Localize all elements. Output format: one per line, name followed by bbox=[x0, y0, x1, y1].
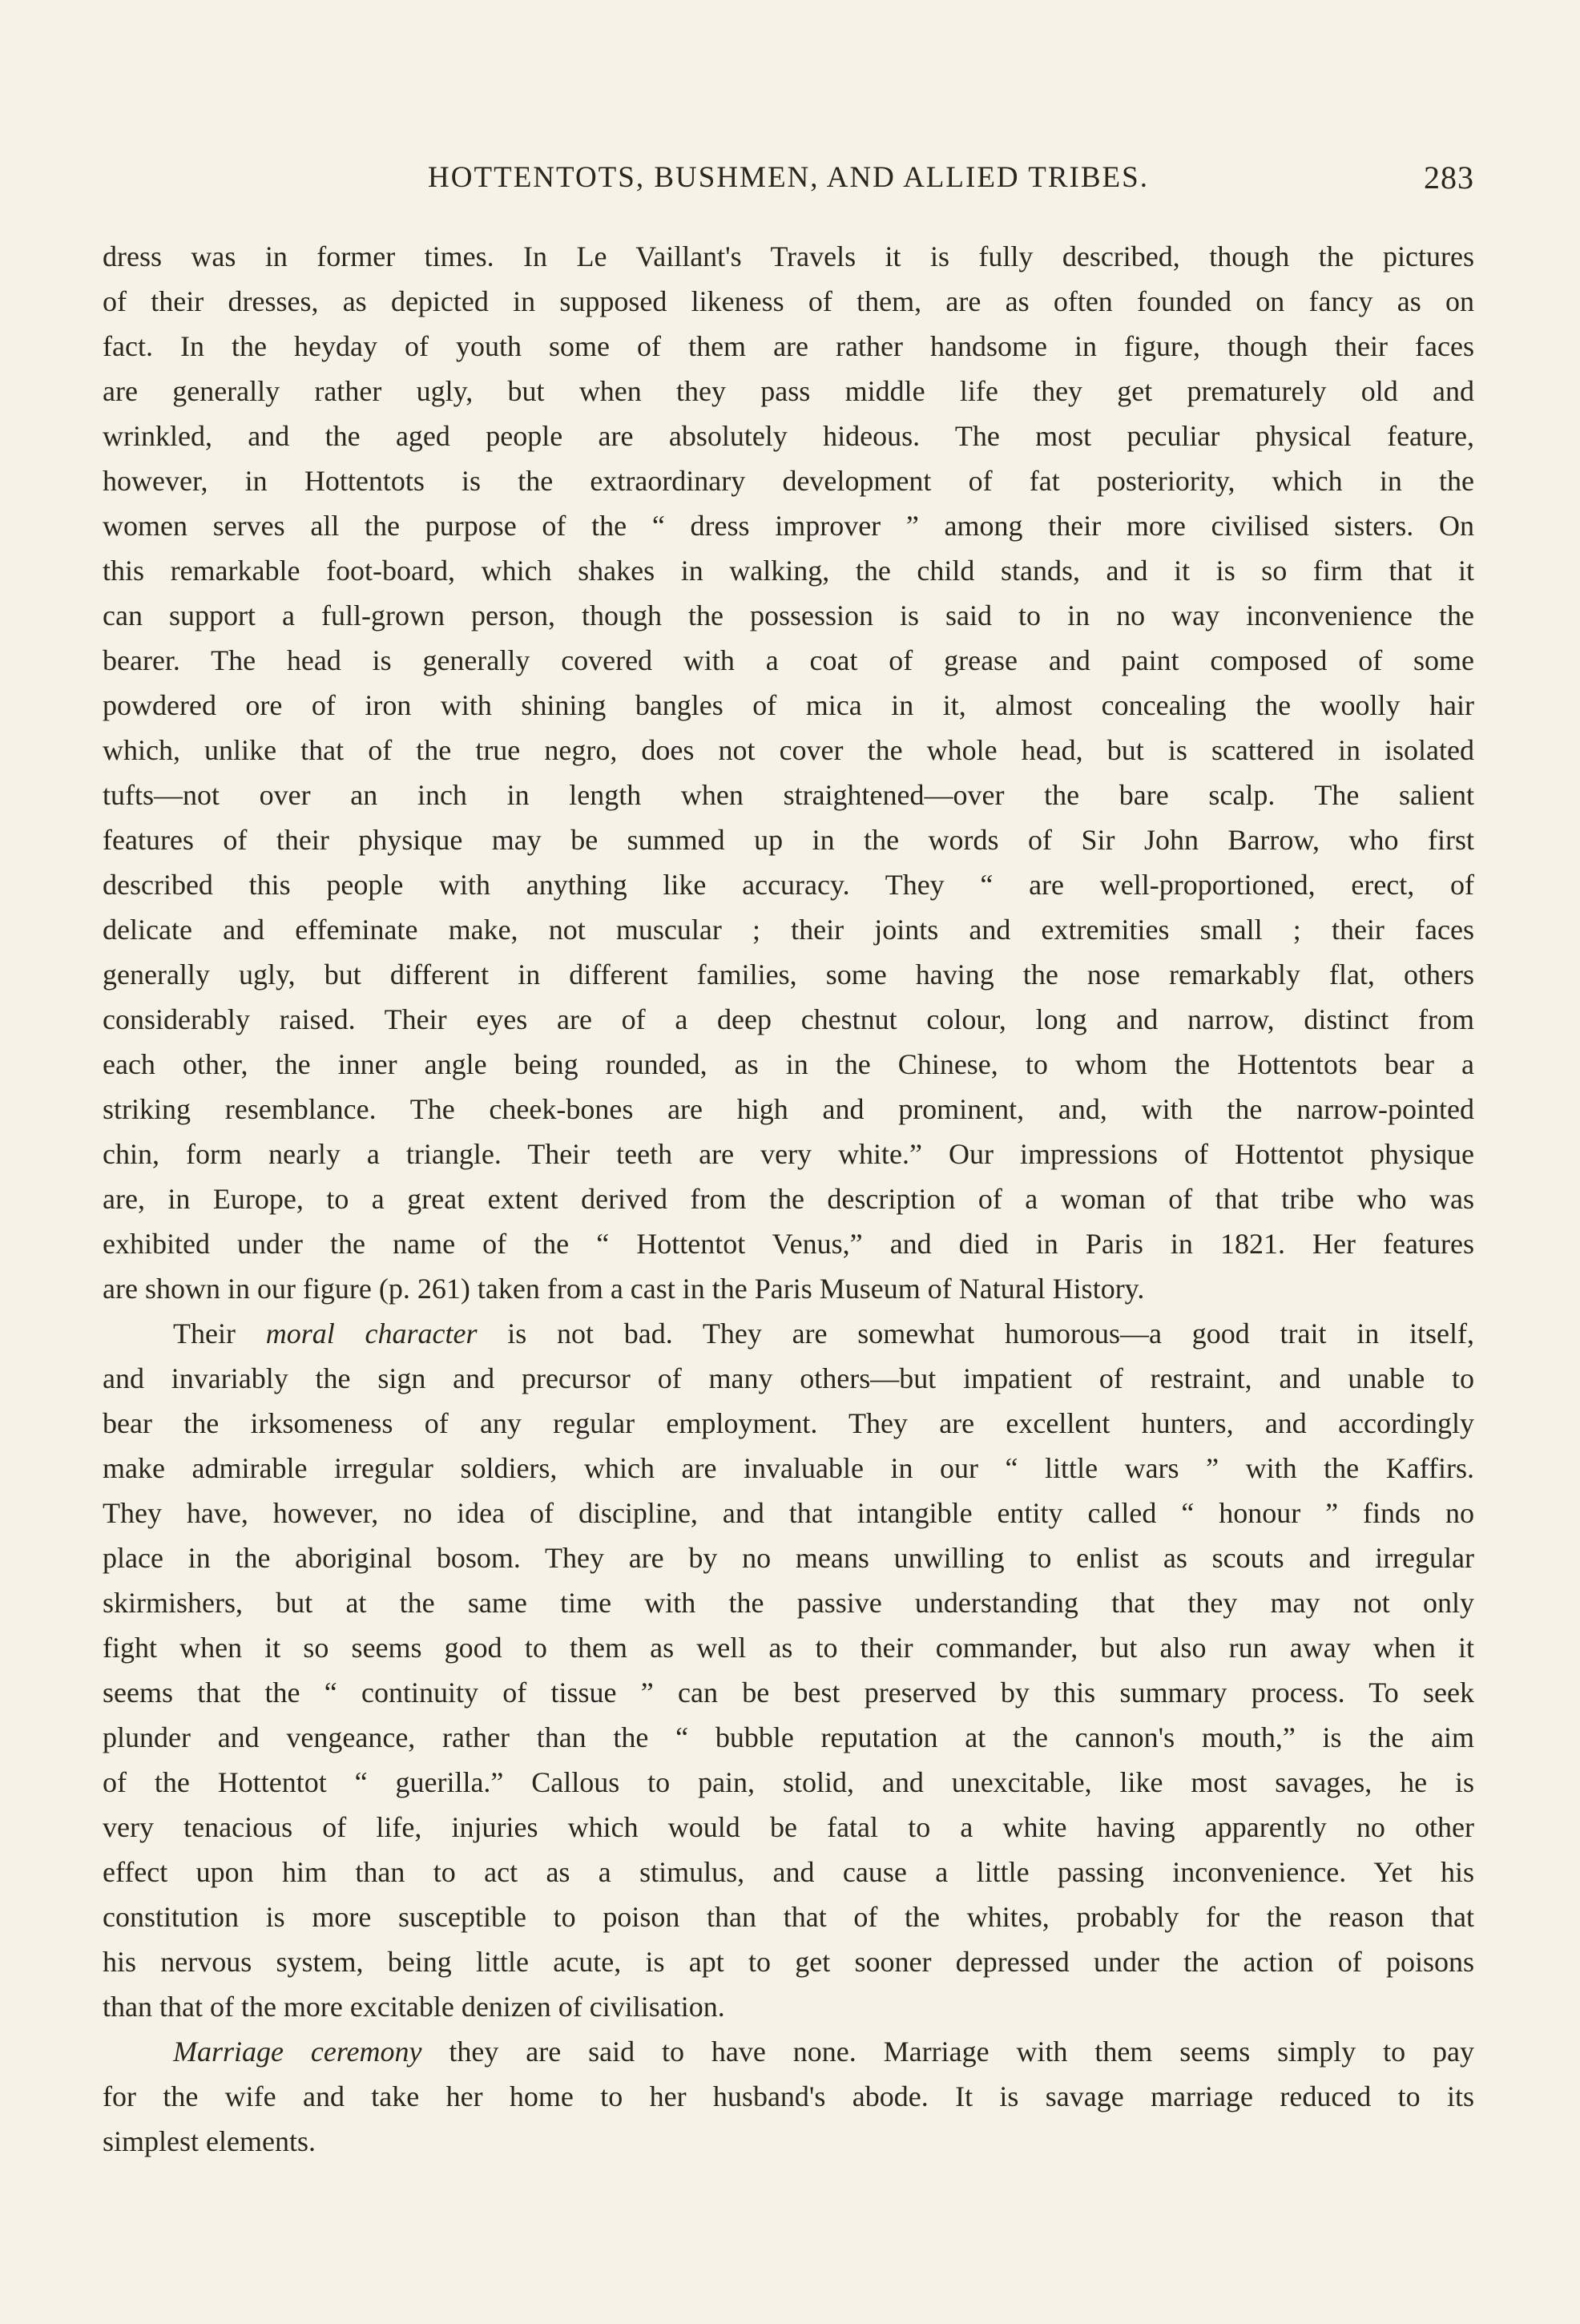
text-line: considerably raised. Their eyes are of a deep chestnut colour, long and narrow, distinct from bbox=[103, 1003, 1474, 1035]
page-number: 283 bbox=[1424, 159, 1474, 196]
paragraph-2 bbox=[103, 1311, 1474, 2029]
text-line: fact. In the heyday of youth some of them are rather handsome in figure, though their faces bbox=[103, 330, 1474, 362]
text-line: are shown in our figure (p. 261) taken from a cast in the Paris Museum of Natural History. bbox=[103, 1273, 1145, 1305]
text-line: women serves all the purpose of the “ dress improver ” among their more civilised sisters. On bbox=[103, 510, 1474, 542]
text-line: can support a full-grown person, though the possession is said to in no way inconvenience the bbox=[103, 599, 1474, 631]
text-line: powdered ore of iron with shining bangles of mica in it, almost concealing the woolly hair bbox=[103, 689, 1474, 721]
paragraph-3 bbox=[103, 2029, 1474, 2164]
text-line: of their dresses, as depicted in supposed likeness of them, are as often founded on fancy as on bbox=[103, 285, 1474, 317]
text-line: striking resemblance. The cheek-bones are high and prominent, and, with the narrow-pointed bbox=[103, 1093, 1474, 1125]
text-line: and invariably the sign and precursor of many others—but impatient of restraint, and unable to bbox=[103, 1362, 1474, 1394]
running-head bbox=[103, 157, 1474, 199]
text-line: constitution is more susceptible to poison than that of the whites, probably for the reason that bbox=[103, 1901, 1474, 1933]
text-line: skirmishers, but at the same time with the passive understanding that they may not only bbox=[103, 1587, 1474, 1619]
text-line: fight when it so seems good to them as well as to their commander, but also run away when it bbox=[103, 1632, 1474, 1664]
text-line: make admirable irregular soldiers, which are invaluable in our “ little wars ” with the Kaffirs. bbox=[103, 1452, 1474, 1484]
text-line: features of their physique may be summed up in the words of Sir John Barrow, who first bbox=[103, 824, 1474, 856]
text-line: generally ugly, but different in different families, some having the nose remarkably flat, others bbox=[103, 958, 1474, 991]
text-line: this remarkable foot-board, which shakes in walking, the child stands, and it is so firm that it bbox=[103, 555, 1474, 587]
text-line: of the Hottentot “ guerilla.” Callous to pain, stolid, and unexcitable, like most savages, he is bbox=[103, 1766, 1474, 1798]
text-line: tufts—not over an inch in length when straightened—over the bare scalp. The salient bbox=[103, 779, 1474, 811]
text-line: are, in Europe, to a great extent derived from the description of a woman of that tribe who was bbox=[103, 1183, 1474, 1215]
italic-term-moral-character: moral character bbox=[265, 1317, 478, 1350]
text-line: They have, however, no idea of discipline, and that intangible entity called “ honour ” finds no bbox=[103, 1497, 1474, 1529]
text-run: is not bad. They are somewhat humorous—a good trait in itself, bbox=[477, 1317, 1474, 1350]
text-line: than that of the more excitable denizen of civilisation. bbox=[103, 1991, 725, 2023]
text-line: plunder and vengeance, rather than the “ bubble reputation at the cannon's mouth,” is the aim bbox=[103, 1721, 1474, 1753]
text-line: for the wife and take her home to her husband's abode. It is savage marriage reduced to its bbox=[103, 2080, 1474, 2112]
text-line: wrinkled, and the aged people are absolutely hideous. The most peculiar physical feature, bbox=[103, 420, 1474, 452]
text-line: bearer. The head is generally covered with a coat of grease and paint composed of some bbox=[103, 644, 1474, 676]
italic-term-marriage-ceremony: Marriage ceremony bbox=[173, 2036, 422, 2068]
text-line: each other, the inner angle being rounded, as in the Chinese, to whom the Hottentots bear a bbox=[103, 1048, 1474, 1080]
text-line: effect upon him than to act as a stimulus, and cause a little passing inconvenience. Yet his bbox=[103, 1856, 1474, 1888]
text-line: however, in Hottentots is the extraordinary development of fat posteriority, which in the bbox=[103, 465, 1474, 497]
text-line: very tenacious of life, injuries which would be fatal to a white having apparently no other bbox=[103, 1811, 1474, 1843]
text-line: exhibited under the name of the “ Hottentot Venus,” and died in Paris in 1821. Her features bbox=[103, 1228, 1474, 1260]
text-line: chin, form nearly a triangle. Their teeth are very white.” Our impressions of Hottentot physique bbox=[103, 1138, 1474, 1170]
text-line: simplest elements. bbox=[103, 2125, 316, 2157]
text-line: which, unlike that of the true negro, does not cover the whole head, but is scattered in isolated bbox=[103, 734, 1474, 766]
text-run: Their bbox=[173, 1317, 266, 1350]
text-line bbox=[103, 2029, 1474, 2074]
text-run: they are said to have none. Marriage with them seems simply to pay bbox=[421, 2036, 1474, 2068]
text-line: bear the irksomeness of any regular employment. They are excellent hunters, and accordingly bbox=[103, 1407, 1474, 1439]
text-line: are generally rather ugly, but when they pass middle life they get prematurely old and bbox=[103, 375, 1474, 407]
running-title: HOTTENTOTS, BUSHMEN, AND ALLIED TRIBES. bbox=[428, 161, 1149, 194]
text-line: dress was in former times. In Le Vaillant's Travels it is fully described, though the pictures bbox=[103, 240, 1474, 272]
text-line: described this people with anything like accuracy. They “ are well-proportioned, erect, of bbox=[103, 869, 1474, 901]
body-text bbox=[103, 234, 1474, 2164]
paragraph-1 bbox=[103, 234, 1474, 1311]
text-line: delicate and effeminate make, not muscular ; their joints and extremities small ; their faces bbox=[103, 914, 1474, 946]
text-line: place in the aboriginal bosom. They are by no means unwilling to enlist as scouts and irregular bbox=[103, 1542, 1474, 1574]
text-line bbox=[103, 1311, 1474, 1356]
text-line: seems that the “ continuity of tissue ” can be best preserved by this summary process. To seek bbox=[103, 1676, 1474, 1709]
text-line: his nervous system, being little acute, is apt to get sooner depressed under the action of poisons bbox=[103, 1946, 1474, 1978]
